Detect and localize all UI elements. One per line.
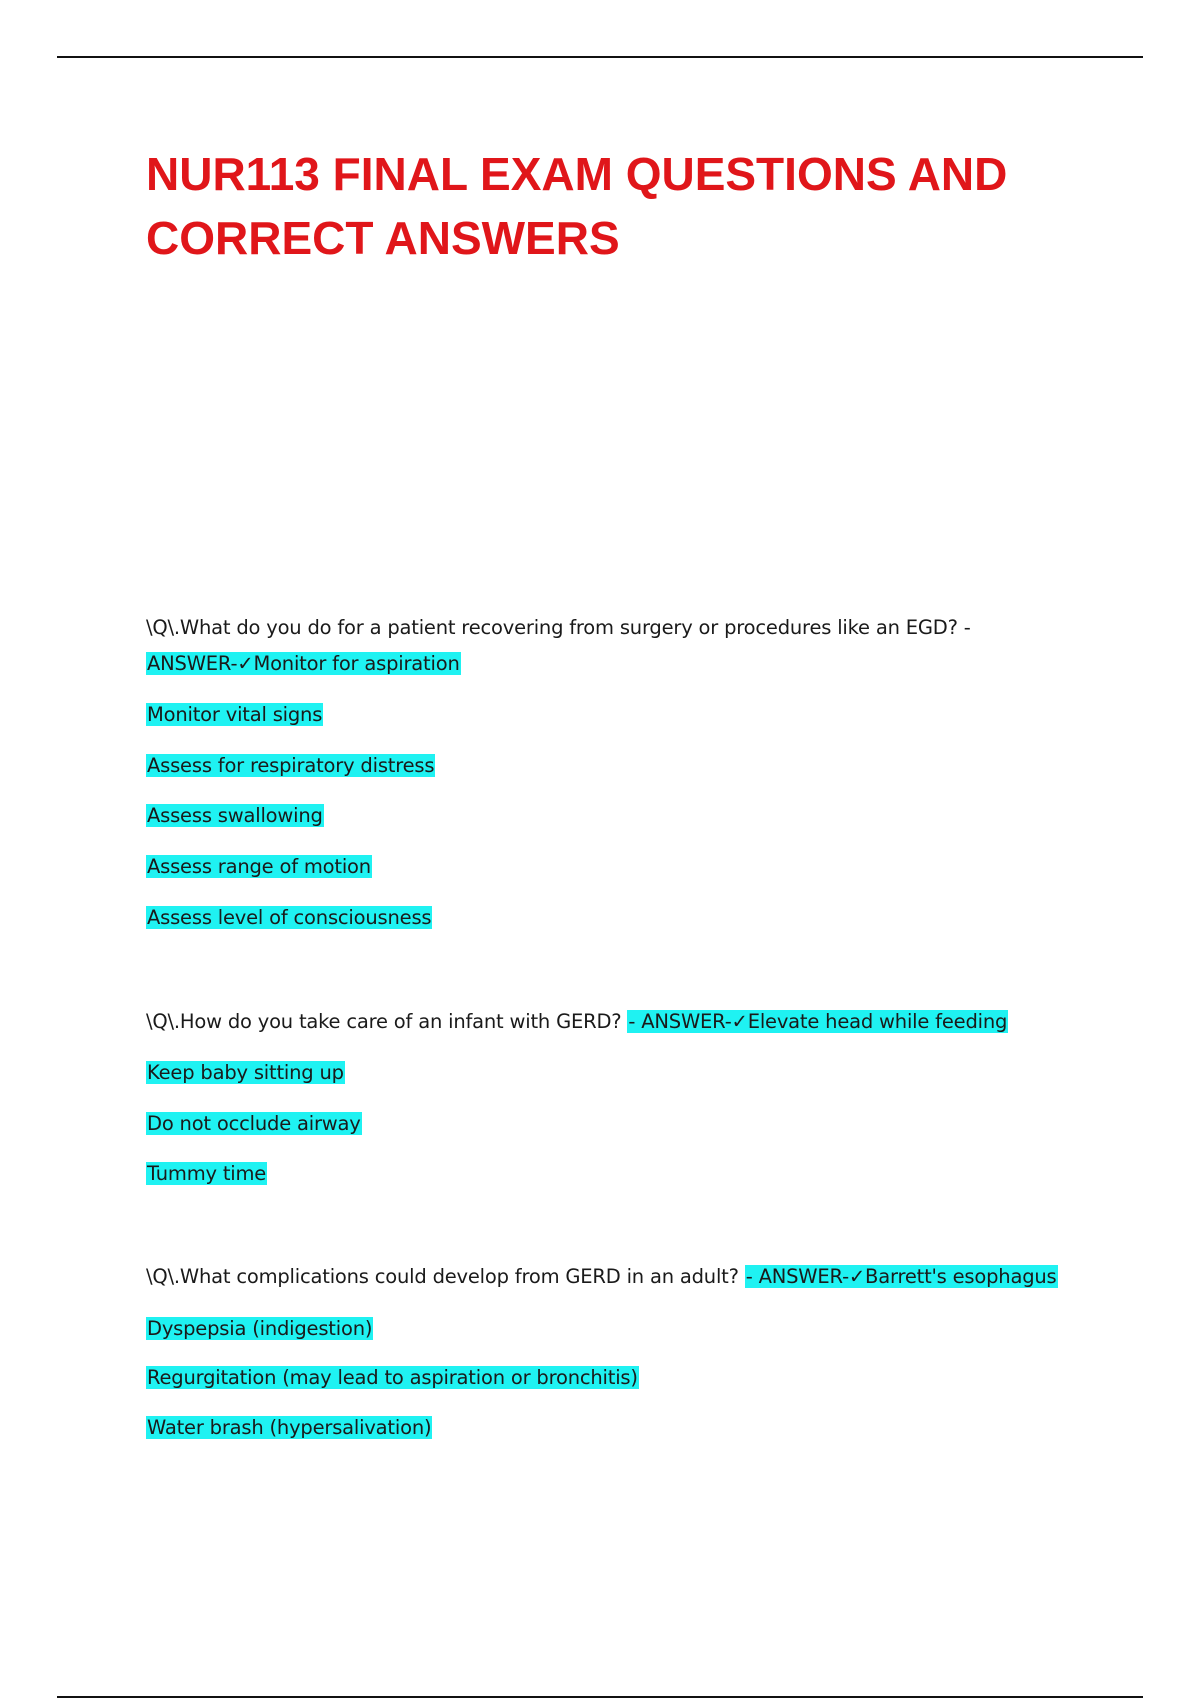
answer-line [146, 1110, 362, 1137]
answer-line [146, 802, 324, 829]
answer-highlight: Assess range of motion [147, 855, 371, 878]
top-rule [57, 56, 1143, 58]
answer-highlight: Dyspepsia (indigestion) [147, 1317, 373, 1340]
question-text: \Q\.What do you do for a patient recovering from surgery or procedures like an EGD? - [146, 616, 971, 639]
bottom-rule [57, 1696, 1143, 1698]
answer-highlight: Tummy time [147, 1162, 267, 1185]
answer-highlight: Regurgitation (may lead to aspiration or bronchitis) [147, 1366, 638, 1389]
answer-line [146, 853, 372, 880]
answer-line [146, 1414, 432, 1441]
answer-line [146, 752, 435, 779]
question-line [146, 1263, 1058, 1290]
question-text: \Q\.What complications could develop from GERD in an adult? [146, 1265, 739, 1288]
answer-line [146, 904, 432, 931]
answer-highlight: - ANSWER-✓Barrett's esophagus [745, 1265, 1057, 1288]
answer-line [146, 1364, 639, 1391]
answer-highlight: Water brash (hypersalivation) [147, 1416, 432, 1439]
question-text: \Q\.How do you take care of an infant with GERD? [146, 1010, 622, 1033]
answer-highlight: - ANSWER-✓Elevate head while feeding [628, 1010, 1008, 1033]
answer-line [146, 650, 461, 677]
answer-highlight: Monitor vital signs [147, 703, 323, 726]
answer-line [146, 1059, 345, 1086]
answer-highlight: Assess level of consciousness [147, 906, 432, 929]
answer-highlight: Assess swallowing [147, 804, 323, 827]
answer-line [146, 1160, 267, 1187]
answer-highlight: Assess for respiratory distress [147, 754, 435, 777]
document-title: NUR113 FINAL EXAM QUESTIONS AND CORRECT ANSWERS [146, 148, 1008, 264]
answer-highlight: Do not occlude airway [147, 1112, 361, 1135]
question-line [146, 1008, 1008, 1035]
answer-line [146, 1315, 373, 1342]
answer-highlight: Keep baby sitting up [147, 1061, 344, 1084]
answer-highlight: ANSWER-✓Monitor for aspiration [147, 652, 460, 675]
answer-line [146, 701, 323, 728]
